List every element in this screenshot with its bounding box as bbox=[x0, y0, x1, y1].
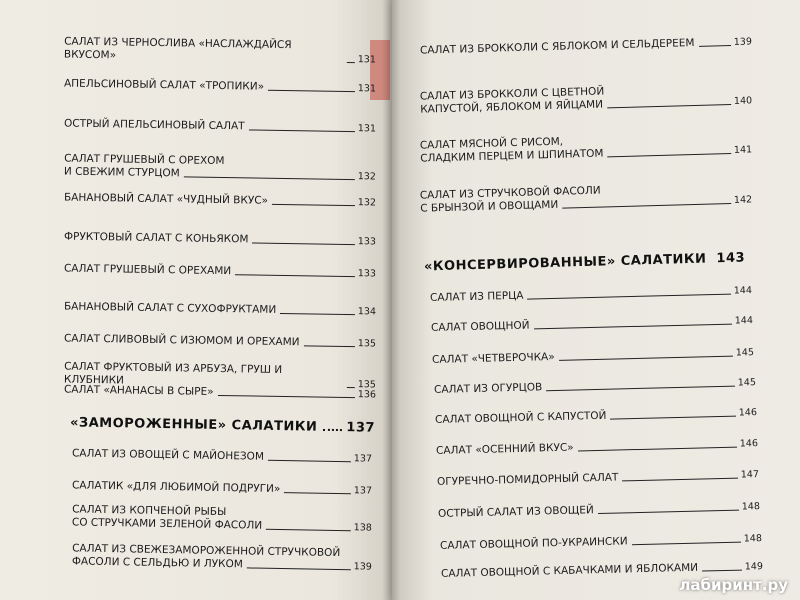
toc-entry[interactable] bbox=[72, 503, 372, 534]
toc-entry[interactable] bbox=[72, 542, 372, 573]
section-title: «КОНСЕРВИРОВАННЫЕ» САЛАТИКИ bbox=[423, 251, 707, 275]
toc-entry-title: ОСТРЫЙ АПЕЛЬСИНОВЫЙ САЛАТ bbox=[63, 117, 245, 133]
toc-page-number: 132 bbox=[357, 171, 376, 183]
toc-page-number: 135 bbox=[357, 379, 376, 391]
toc-entry-title: САЛАТ ОВОЩНОЙ bbox=[431, 319, 530, 334]
toc-entry-title: БАНАНОВЫЙ САЛАТ С СУХОФРУКТАМИ bbox=[63, 300, 277, 316]
toc-page-number: 145 bbox=[736, 347, 755, 359]
toc-entry-title: И СВЕЖИМ СТУРЦОМ bbox=[63, 165, 180, 180]
toc-entry-title: ФАСОЛИ С СЕЛЬДЬЮ И ЛУКОМ bbox=[71, 555, 243, 571]
toc-page-number: 140 bbox=[733, 95, 753, 107]
leader-line bbox=[578, 447, 737, 452]
leader-line bbox=[304, 345, 355, 347]
toc-page-number: 148 bbox=[743, 533, 762, 545]
toc-entry[interactable] bbox=[64, 153, 376, 184]
toc-entry-title: САЛАТ ИЗ КОПЧЕНОЙ РЫБЫ bbox=[72, 503, 227, 519]
leader-line bbox=[347, 62, 355, 63]
toc-entry-title: КАПУСТОЙ, ЯБЛОКОМ И ЯЙЦАМИ bbox=[420, 98, 604, 116]
toc-page-number: 148 bbox=[742, 501, 761, 513]
leader-line bbox=[699, 45, 731, 47]
watermark: лабиринт.ру bbox=[679, 576, 788, 594]
leader-line bbox=[323, 429, 342, 431]
toc-page-number: 145 bbox=[737, 377, 756, 389]
leader-line bbox=[559, 356, 733, 361]
toc-page-number: 132 bbox=[357, 197, 377, 209]
toc-entry-title: САЛАТ ГРУШЕВЫЙ С ОРЕХОМ bbox=[64, 152, 225, 168]
toc-page-number: 131 bbox=[357, 123, 377, 135]
leader-line bbox=[608, 153, 731, 157]
leader-line bbox=[280, 313, 355, 315]
toc-entry-title: САЛАТ «ЧЕТВЕРОЧКА» bbox=[432, 350, 556, 366]
leader-line bbox=[631, 542, 740, 546]
toc-page-number: 131 bbox=[357, 54, 376, 66]
toc-entry-title: ОГУРЕЧНО-ПОМИДОРНЫЙ САЛАТ bbox=[437, 471, 619, 488]
toc-page-number: 139 bbox=[353, 561, 372, 573]
toc-entry-title: САЛАТ МЯСНОЙ С РИСОМ, bbox=[419, 135, 564, 152]
leader-line bbox=[284, 492, 350, 494]
toc-entry-title: САЛАТ ИЗ СВЕЖЕЗАМОРОЖЕННОЙ СТРУЧКОВОЙ bbox=[72, 542, 341, 560]
toc-entry-title: САЛАТ «АНАНАСЫ В СЫРЕ» bbox=[63, 383, 214, 398]
toc-entry-title: САЛАТ ИЗ ОГУРЦОВ bbox=[433, 381, 543, 396]
leader-line bbox=[623, 478, 738, 482]
toc-entry-title: САЛАТ ИЗ БРОККОЛИ С ЯБЛОКОМ И СЕЛЬДЕРЕЕМ bbox=[419, 36, 695, 57]
toc-entry-title: ОСТРЫЙ САЛАТ ИЗ ОВОЩЕЙ bbox=[438, 504, 595, 520]
toc-page-number: 146 bbox=[738, 407, 757, 419]
leader-line bbox=[249, 129, 355, 132]
leader-line bbox=[268, 460, 351, 462]
toc-entry-title: САЛАТ ИЗ СТРУЧКОВОЙ ФАСОЛИ bbox=[419, 184, 601, 202]
toc-entry-title: САЛАТ ИЗ ЧЕРНОСЛИВА «НАСЛАЖДАЙСЯ ВКУСОМ» bbox=[63, 35, 292, 62]
leader-line bbox=[607, 104, 731, 108]
toc-page-number: 133 bbox=[357, 236, 377, 248]
leader-line bbox=[252, 243, 354, 246]
toc-entry-title: САЛАТ ОВОЩНОЙ ПО-УКРАИНСКИ bbox=[439, 535, 628, 552]
leader-line bbox=[610, 416, 735, 420]
toc-page-number: 144 bbox=[733, 285, 753, 297]
toc-entry-title: БАНАНОВЫЙ САЛАТ «ЧУДНЫЙ ВКУС» bbox=[63, 191, 269, 207]
toc-page-number: 134 bbox=[357, 306, 377, 318]
section-page-number: 137 bbox=[346, 420, 376, 436]
toc-entry-title: САЛАТ ГРУШЕВЫЙ С ОРЕХАМИ bbox=[63, 262, 232, 278]
toc-entry-title: САЛАТ ИЗ БРОККОЛИ С ЦВЕТНОЙ bbox=[419, 85, 605, 103]
book-gutter bbox=[382, 0, 400, 600]
section-page-number: 143 bbox=[716, 250, 746, 267]
toc-entry-title: САЛАТ ФРУКТОВЫЙ ИЗ АРБУЗА, ГРУШ И КЛУБНИКИ bbox=[63, 360, 283, 387]
leader-line bbox=[218, 395, 355, 398]
toc-entry-title: САЛАТ ИЗ ОВОЩЕЙ С МАЙОНЕЗОМ bbox=[71, 447, 265, 463]
toc-page-number: 147 bbox=[740, 469, 760, 481]
toc-entry-title: АПЕЛЬСИНОВЫЙ САЛАТ «ТРОПИКИ» bbox=[63, 77, 265, 93]
toc-entry-title: С БРЫНЗОЙ И ОВОЩАМИ bbox=[420, 198, 559, 215]
toc-entry-title: САЛАТ «ОСЕННИЙ ВКУС» bbox=[435, 441, 574, 457]
toc-entry-title: СО СТРУЧКАМИ ЗЕЛЕНОЙ ФАСОЛИ bbox=[71, 516, 263, 532]
toc-entry-title: САЛАТ ОВОЩНОЙ С КАБАЧКАМИ И ЯБЛОКАМИ bbox=[440, 561, 699, 580]
leader-line bbox=[247, 567, 351, 570]
toc-page-number: 139 bbox=[733, 36, 753, 48]
toc-page-number: 137 bbox=[353, 485, 373, 497]
toc-page-number: 144 bbox=[734, 315, 754, 327]
toc-page-number: 149 bbox=[744, 561, 763, 573]
toc-entry-title: САЛАТ ИЗ ПЕРЦА bbox=[429, 289, 524, 304]
toc-entry[interactable] bbox=[64, 36, 376, 67]
toc-entry-title: САЛАТ СЛИВОВЫЙ С ИЗЮМОМ И ОРЕХАМИ bbox=[63, 332, 300, 349]
toc-entry-title: ФРУКТОВЫЙ САЛАТ С КОНЬЯКОМ bbox=[63, 230, 249, 246]
toc-page-number: 138 bbox=[353, 522, 372, 534]
toc-entry-title: САЛАТ ОВОЩНОЙ С КАПУСТОЙ bbox=[434, 409, 607, 426]
toc-page-number: 136 bbox=[357, 389, 377, 401]
toc-page-number: 137 bbox=[353, 453, 373, 465]
toc-page-number: 141 bbox=[733, 144, 753, 156]
leader-line bbox=[272, 204, 355, 206]
section-title: «ЗАМОРОЖЕННЫЕ» САЛАТИКИ bbox=[69, 415, 318, 435]
toc-entry-title: САЛАТИК «ДЛЯ ЛЮБИМОЙ ПОДРУГИ» bbox=[71, 479, 281, 496]
toc-entry-title: СЛАДКИМ ПЕРЦЕМ И ШПИНАТОМ bbox=[420, 147, 604, 165]
leader-line bbox=[702, 570, 742, 572]
toc-page-number: 146 bbox=[739, 438, 759, 450]
toc-page-number: 131 bbox=[357, 83, 377, 95]
leader-line bbox=[598, 510, 739, 514]
leader-line bbox=[235, 274, 355, 277]
leader-line bbox=[184, 176, 355, 180]
leader-line bbox=[268, 90, 355, 92]
toc-page-number: 142 bbox=[733, 194, 753, 206]
toc-page-number: 133 bbox=[357, 268, 377, 280]
toc-page-number: 135 bbox=[357, 338, 377, 350]
leader-line bbox=[266, 529, 351, 531]
